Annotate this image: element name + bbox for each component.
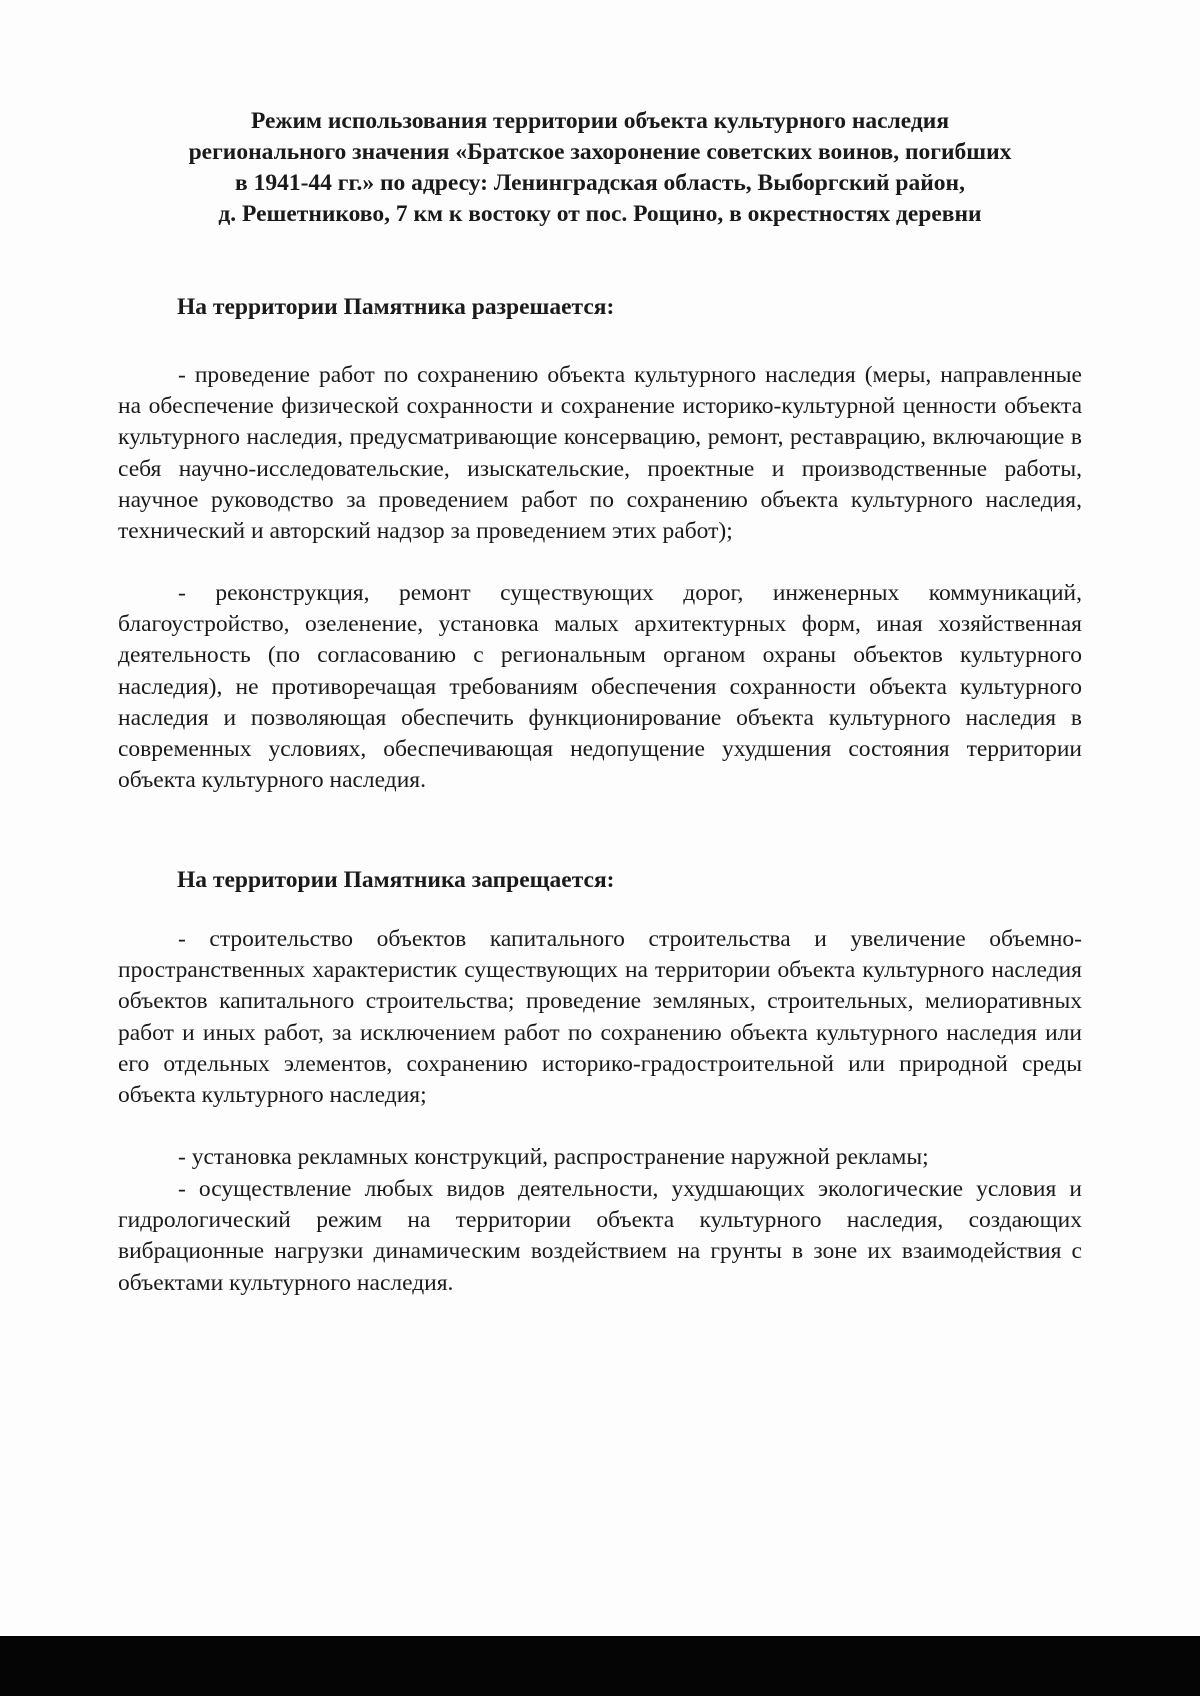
title-line: Режим использования территории объекта культурного наследия — [250, 108, 950, 134]
allowed-item: - проведение работ по сохранению объекта культурного наследия (меры, направленные на обеспечение физической сохранности и сохранение историко-культурной ценности объекта культурного наследия, предусматривающие консервацию, ремонт, реставрацию, включающие в себя научно-исследовательские, изыскательские, проектные и производственные работы, научное руководство за проведением работ по сохранению объекта культурного наследия, технический и авторский надзор за проведением этих работ); — [118, 362, 1082, 545]
forbidden-heading: На территории Памятника запрещается: — [177, 867, 615, 893]
scan-border — [0, 1636, 1200, 1696]
title-line: в 1941-44 гг.» по адресу: Ленинградская область, Выборгский район, — [235, 170, 965, 196]
title-line: д. Решетниково, 7 км к востоку от пос. Рощино, в окрестностях деревни — [218, 201, 982, 227]
allowed-heading: На территории Памятника разрешается: — [177, 294, 615, 320]
forbidden-item: - установка рекламных конструкций, распространение наружной рекламы; — [178, 1144, 929, 1170]
title-line: регионального значения «Братское захоронение советских воинов, погибших — [188, 139, 1012, 165]
forbidden-item: - строительство объектов капитального строительства и увеличение объемно-пространственных характеристик существующих на территории объекта культурного наследия объектов капитального строительства; проведение земляных, строительных, мелиоративных работ и иных работ, за исключением работ по сохранению объекта культурного наследия или его отдельных элементов, сохранению историко-градостроительной или природной среды объекта культурного наследия; — [118, 926, 1082, 1109]
allowed-item: - реконструкция, ремонт существующих дорог, инженерных коммуникаций, благоустройство, озеленение, установка малых архитектурных форм, иная хозяйственная деятельность (по согласованию с региональным органом охраны объектов культурного наследия), не противоречащая требованиям обеспечения сохранности объекта культурного наследия и позволяющая обеспечить функционирование объекта культурного наследия в современных условиях, обеспечивающая недопущение ухудшения состояния территории объекта культурного наследия. — [118, 580, 1082, 794]
document-title — [100, 106, 1100, 230]
forbidden-item: - осуществление любых видов деятельности, ухудшающих экологические условия и гидрологический режим на территории объекта культурного наследия, создающих вибрационные нагрузки динамическим воздействием на грунты в зоне их взаимодействия с объектами культурного наследия. — [118, 1176, 1082, 1296]
